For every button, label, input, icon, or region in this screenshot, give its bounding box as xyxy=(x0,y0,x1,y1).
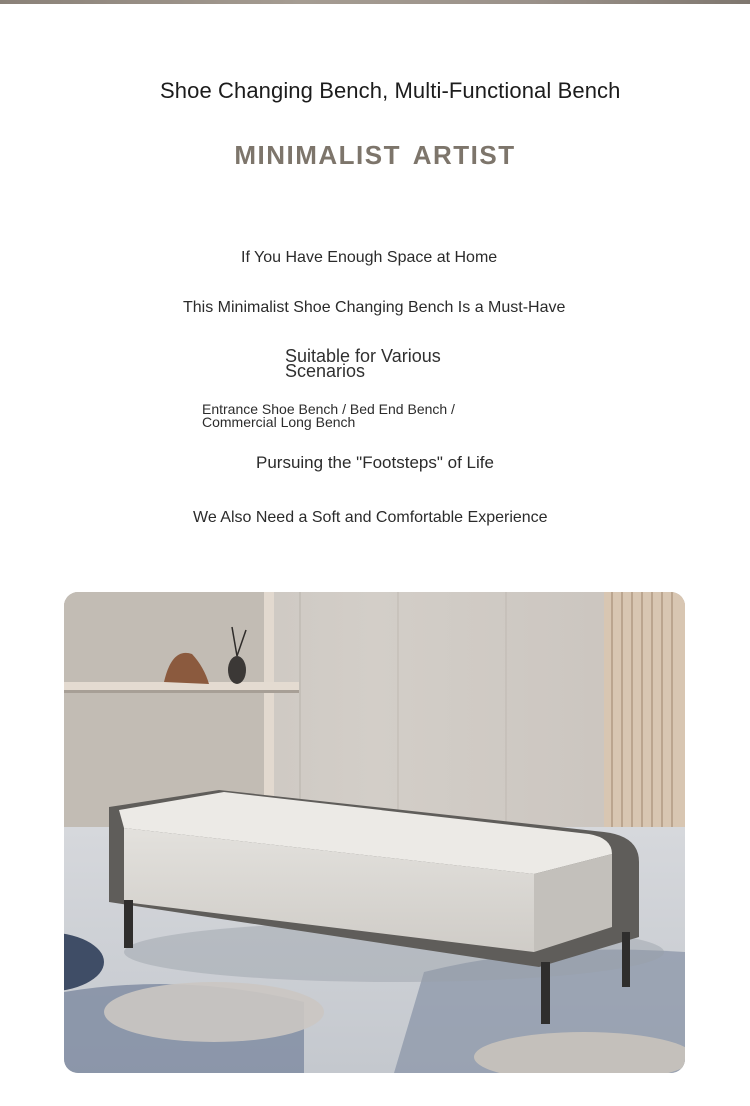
product-photo xyxy=(64,592,685,1073)
top-divider-strip xyxy=(0,0,750,4)
copy-line-uses: Entrance Shoe Bench / Bed End Bench / Commercial Long Bench xyxy=(202,401,455,430)
copy-line-footsteps: Pursuing the "Footsteps" of Life xyxy=(256,453,494,472)
brand-name: MINIMALIST ARTIST xyxy=(234,140,516,170)
upholstered-bench-icon xyxy=(64,592,685,1073)
copy-line-scenarios: Suitable for Various Scenarios xyxy=(285,346,441,381)
copy-line-space: If You Have Enough Space at Home xyxy=(241,249,498,266)
product-title: Shoe Changing Bench, Multi-Functional Bench xyxy=(160,78,621,103)
copy-line-must-have: This Minimalist Shoe Changing Bench Is a Must-Have xyxy=(183,299,566,316)
copy-line-comfort: We Also Need a Soft and Comfortable Experience xyxy=(193,509,548,526)
